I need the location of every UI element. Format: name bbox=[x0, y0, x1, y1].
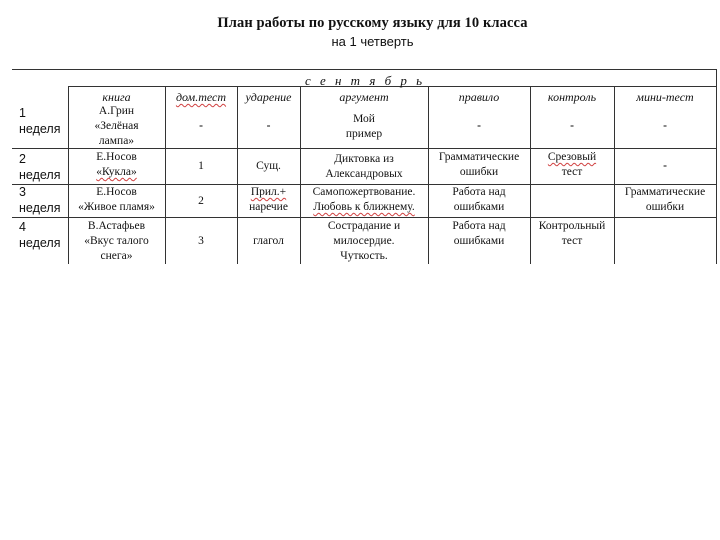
table-cell-rule: Работа над ошибками bbox=[452, 186, 506, 213]
table-cell-book: В.Астафьев «Вкус талого снега» bbox=[84, 220, 149, 262]
page-subtitle: на 1 четверть bbox=[331, 34, 414, 49]
col-sep bbox=[614, 86, 615, 264]
page-title: План работы по русскому языку для 10 класса bbox=[217, 15, 528, 31]
table-cell-control: Контрольный тест bbox=[538, 220, 606, 247]
table-cell-control: - bbox=[570, 120, 574, 132]
table-cell-stress: Прил.+ наречие bbox=[249, 186, 288, 213]
table-cell-stress: Сущ. bbox=[256, 160, 281, 172]
week-label-4: 4 неделя bbox=[19, 220, 61, 250]
week-label-2: 2 неделя bbox=[19, 152, 61, 182]
header-minitest: мини-тест bbox=[636, 90, 694, 104]
header-book: книга bbox=[102, 90, 131, 104]
table-cell-argument: Диктовка из Александровых bbox=[325, 153, 403, 180]
table-cell-rule: Работа над ошибками bbox=[452, 220, 506, 247]
table-cell-book: Е.Носов «Живое пламя» bbox=[78, 186, 155, 213]
table-right-border bbox=[716, 69, 717, 264]
table-cell-rule: - bbox=[477, 120, 481, 132]
table-cell-homework: 1 bbox=[198, 160, 204, 172]
table-cell-control: Срезовый тест bbox=[547, 151, 597, 178]
table-cell-minitest: - bbox=[663, 160, 667, 172]
table-cell-book: Е.Носов «Кукла» bbox=[96, 151, 137, 178]
month-header: с е н т я б р ь bbox=[304, 73, 426, 88]
header-rule: правило bbox=[458, 90, 500, 104]
week-label-3: 3 неделя bbox=[19, 185, 61, 215]
table-cell-book: А.Грин «Зелёная лампа» bbox=[94, 105, 139, 147]
table-cell-homework: - bbox=[199, 120, 203, 132]
table-cell-minitest: Грамматические ошибки bbox=[624, 186, 706, 213]
table-cell-argument: Мой пример bbox=[345, 113, 383, 140]
table-cell-minitest: - bbox=[663, 120, 667, 132]
table-cell-argument: Самопожертвование. Любовь к ближнему. bbox=[312, 186, 416, 213]
table-cell-rule: Грамматические ошибки bbox=[438, 151, 520, 178]
table-cell-stress: глагол bbox=[253, 235, 284, 247]
header-argument: аргумент bbox=[339, 90, 389, 104]
header-homework: дом.тест bbox=[175, 90, 227, 104]
table-cell-homework: 3 bbox=[198, 235, 204, 247]
week-label-1: 1 неделя bbox=[19, 106, 61, 136]
table-cell-argument: Сострадание и милосердие. Чуткость. bbox=[327, 220, 401, 262]
table-top-border bbox=[12, 69, 717, 70]
table-cell-stress: - bbox=[266, 120, 271, 132]
header-stress: ударение bbox=[245, 90, 292, 104]
header-control: контроль bbox=[547, 90, 597, 104]
row-sep bbox=[12, 217, 717, 218]
table-cell-homework: 2 bbox=[198, 195, 204, 207]
